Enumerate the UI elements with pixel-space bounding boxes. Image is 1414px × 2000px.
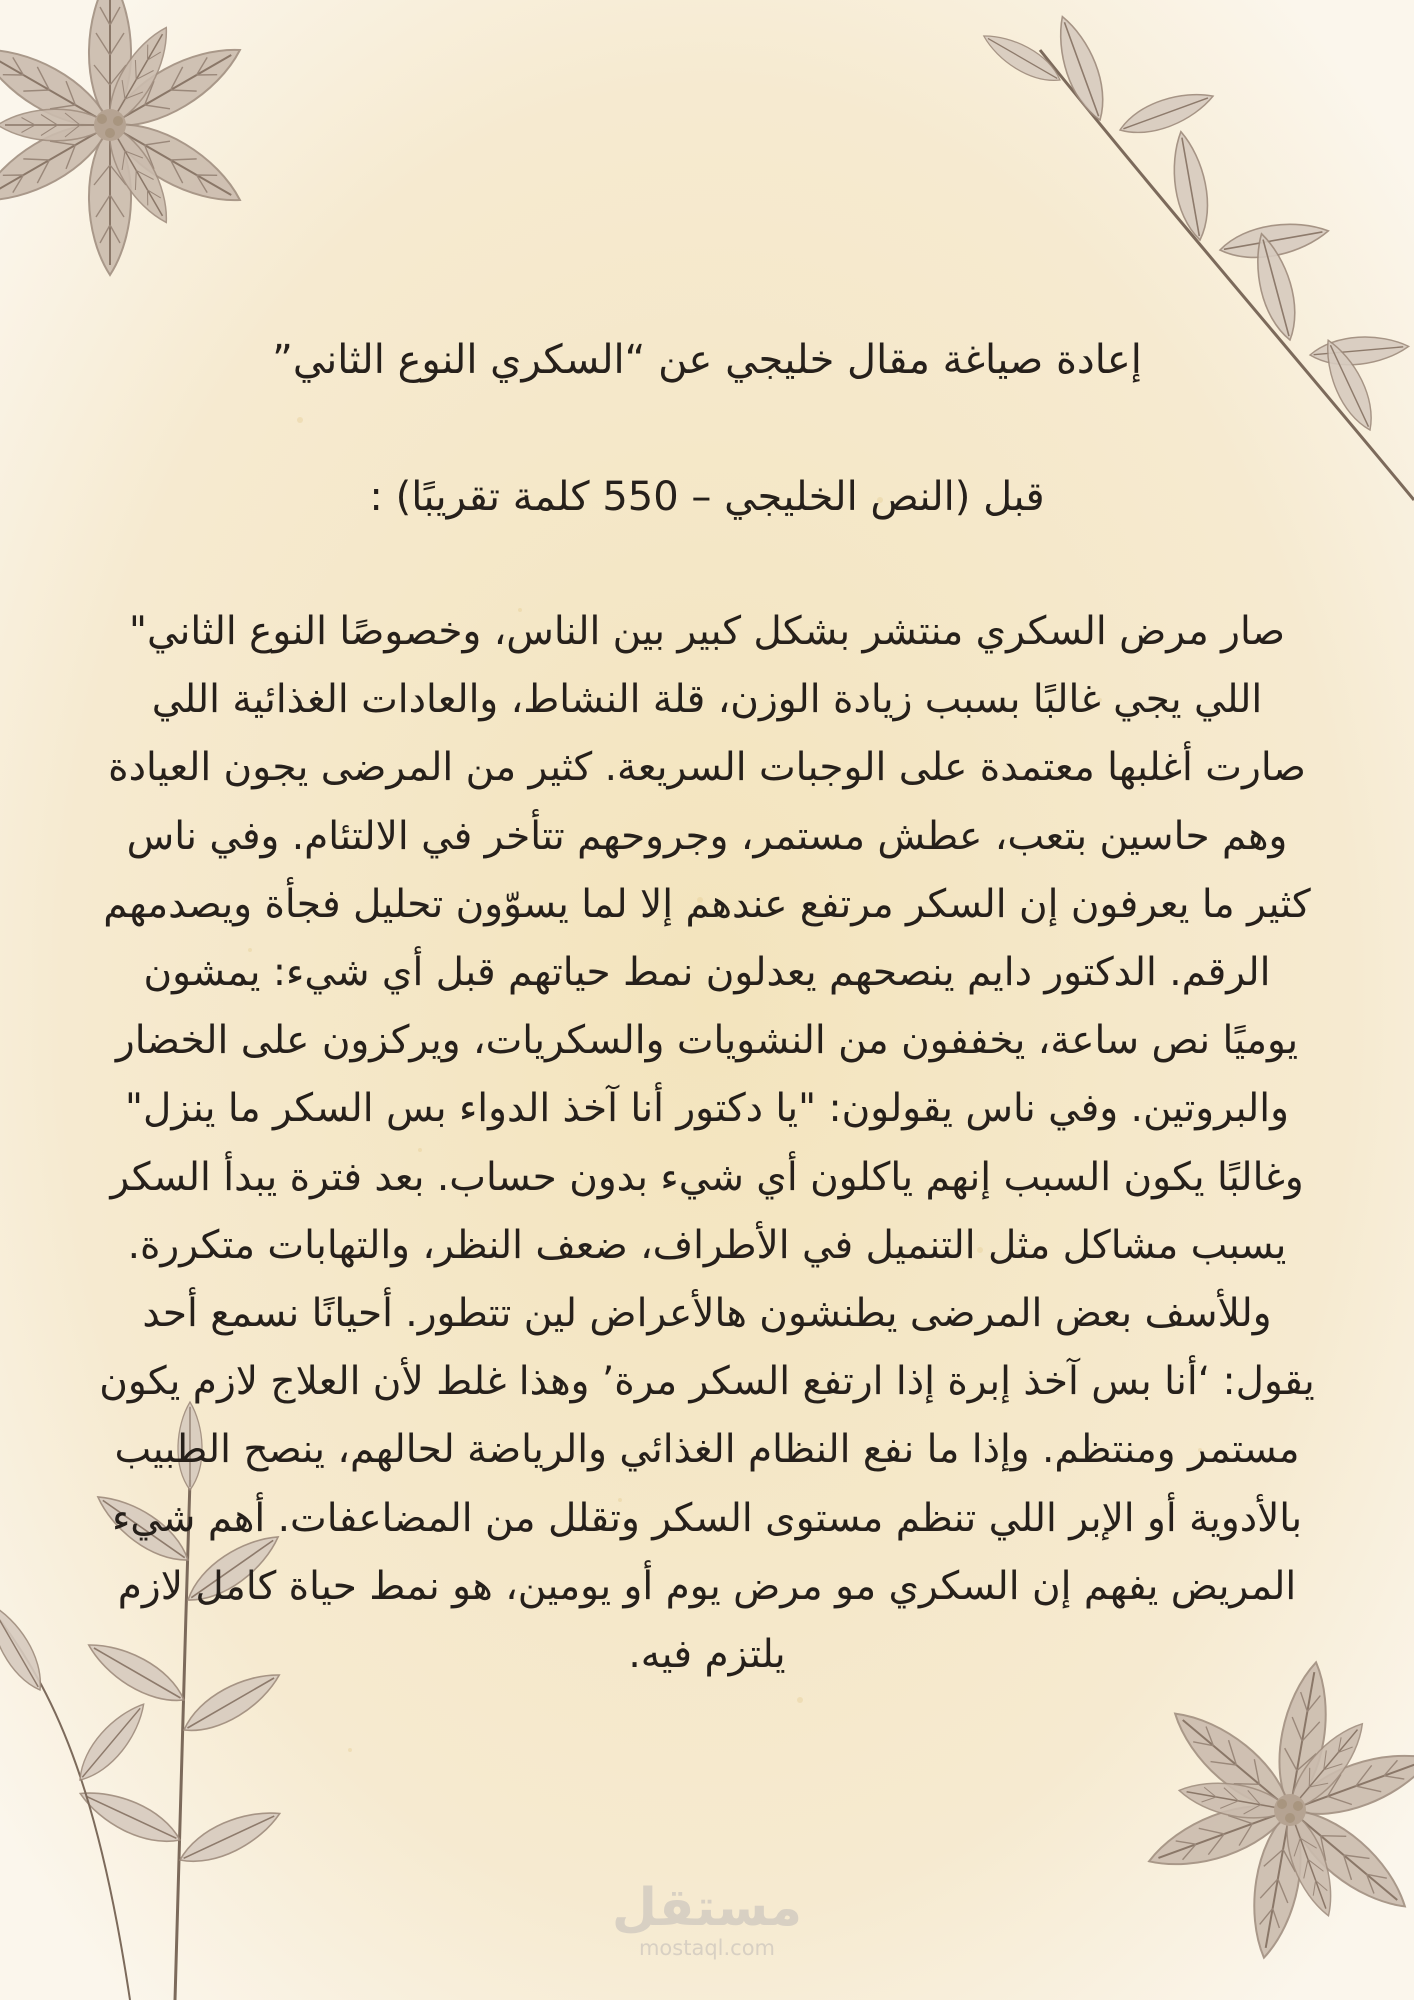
body-line: وغالبًا يكون السبب إنهم ياكلون أي شيء بدون حساب. بعد فترة يبدأ السكر [110, 1154, 1304, 1200]
body-line: يوميًا نص ساعة، يخففون من النشويات والسكريات، ويركزون على الخضار [115, 1018, 1299, 1064]
body-line: اللي يجي غالبًا بسبب زيادة الوزن، قلة النشاط، والعادات الغذائية اللي [151, 677, 1263, 723]
body-line: صار مرض السكري منتشر بشكل كبير بين الناس، وخصوصًا النوع الثاني" [129, 609, 1285, 654]
document-subtitle: قبل (النص الخليجي – 550 كلمة تقريبًا) : [369, 474, 1045, 520]
body-line: كثير ما يعرفون إن السكر مرتفع عندهم إلا لما يسوّون تحليل فجأة ويصدمهم [103, 881, 1311, 927]
body-line: مستمر ومنتظم. وإذا ما نفع النظام الغذائي والرياضة لحالهم، ينصح الطبيب [114, 1427, 1300, 1473]
body-line: يسبب مشاكل مثل التنميل في الأطراف، ضعف النظر، والتهابات متكررة. [127, 1222, 1287, 1268]
watermark-logo: مستقل [611, 1878, 803, 1938]
body-line: يقول: ‘أنا بس آخذ إبرة إذا ارتفع السكر مرة’ وهذا غلط لأن العلاج لازم يكون [99, 1359, 1315, 1405]
body-line: بالأدوية أو الإبر اللي تنظم مستوى السكر وتقلل من المضاعفات. أهم شيء [111, 1495, 1303, 1541]
body-line: يلتزم فيه. [628, 1632, 786, 1678]
body-line: المريض يفهم إن السكري مو مرض يوم أو يومين، هو نمط حياة كامل لازم [117, 1563, 1297, 1609]
body-line: وهم حاسين بتعب، عطش مستمر، وجروحهم تتأخر في الالتئام. وفي ناس [126, 813, 1288, 859]
watermark-url: mostaql.com [638, 1936, 776, 1960]
body-line: وللأسف بعض المرضى يطنشون هالأعراض لين تتطور. أحيانًا نسمع أحد [142, 1291, 1272, 1337]
watermark [0, 1880, 1414, 1960]
document-title: إعادة صياغة مقال خليجي عن “السكري النوع الثاني” [272, 337, 1142, 383]
body-line: الرقم. الدكتور دايم ينصحهم يعدلون نمط حياتهم قبل أي شيء: يمشون [143, 950, 1271, 996]
document-body [0, 598, 1414, 1689]
body-line: صارت أغلبها معتمدة على الوجبات السريعة. كثير من المرضى يجون العيادة [108, 745, 1306, 791]
body-line: والبروتين. وفي ناس يقولون: "يا دكتور أنا آخذ الدواء بس السكر ما ينزل" [125, 1086, 1289, 1132]
